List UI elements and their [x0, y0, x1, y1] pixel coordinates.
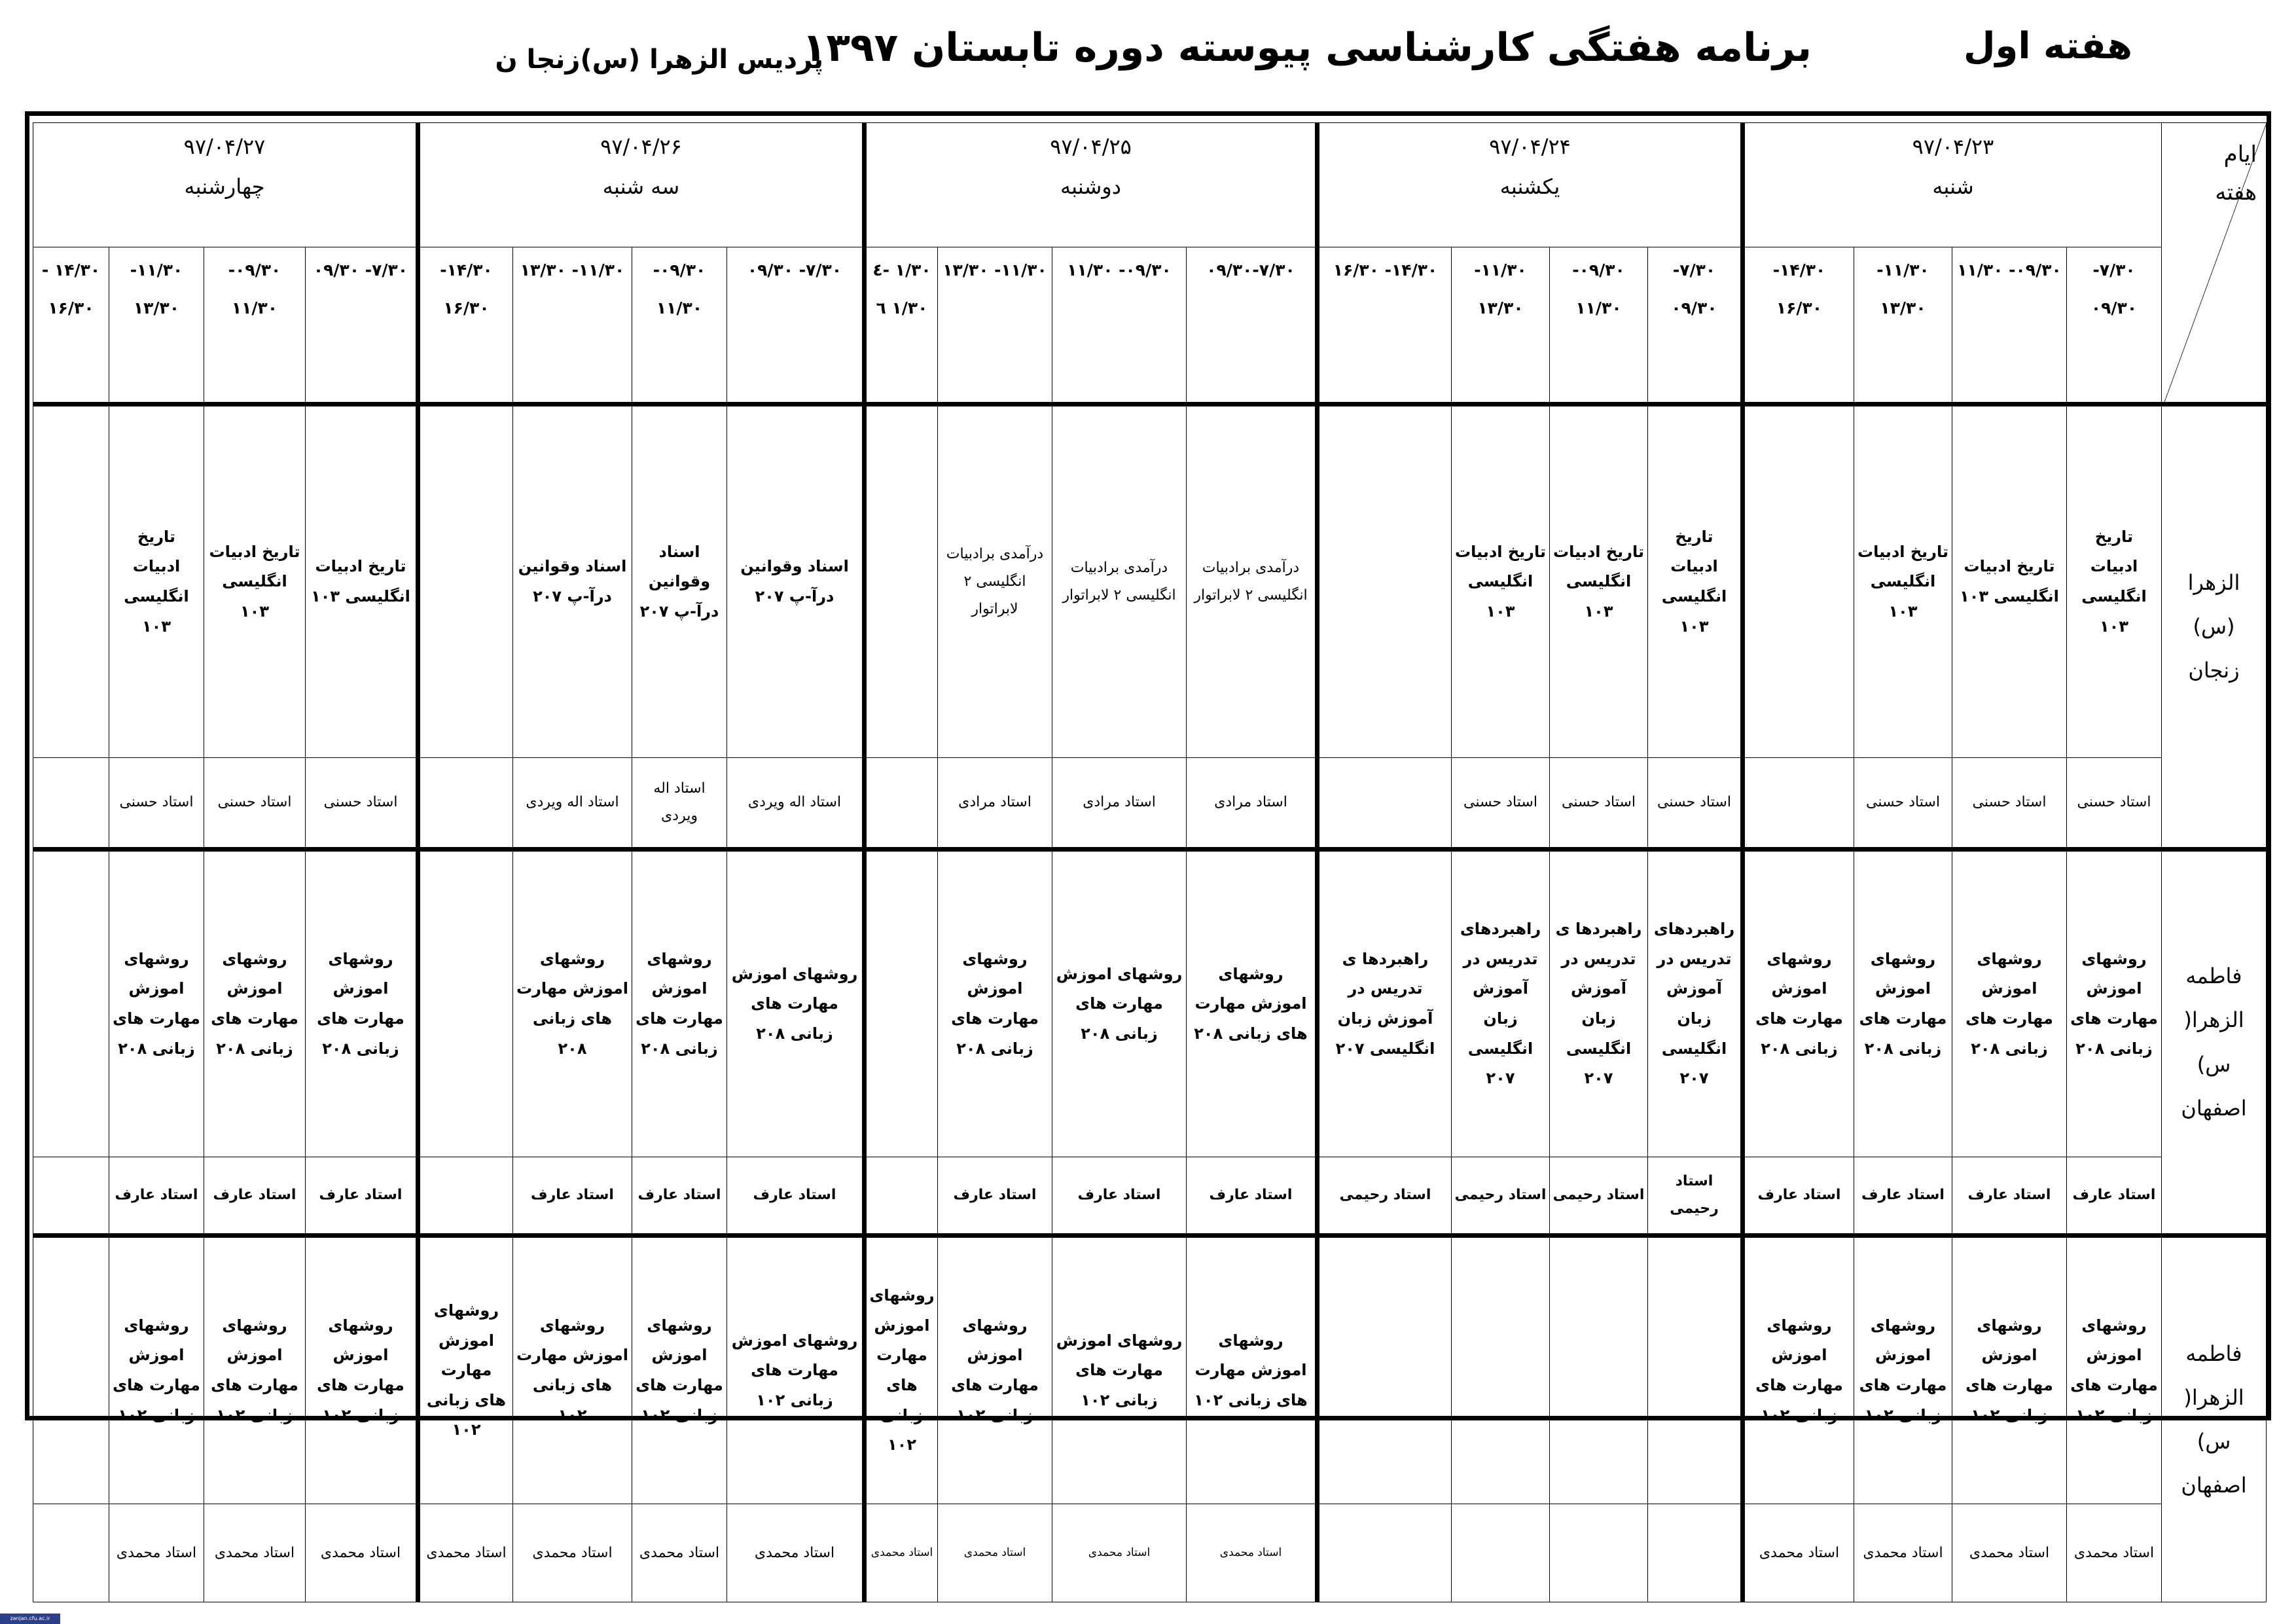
course-cell: راهبردهای تدریس در آموزش زبان انگلیسی ۲۰۷: [1648, 850, 1743, 1157]
time-slot: ۱۱/۳۰- ۱۳/۳۰: [1452, 247, 1550, 405]
group-0-campus-label: [2162, 405, 2267, 850]
course-cell: [865, 850, 938, 1157]
day-date: ۹۷/۰۴/۲۶: [600, 134, 682, 159]
page-title: برنامه هفتگی کارشناسی پیوسته دوره تابستان ۱۳۹۷: [802, 25, 1812, 71]
course-cell: روشهای اموزش مهارت های زبانی ۱۰۲: [938, 1236, 1052, 1504]
time-slot: ۱۱/۳۰- ۱۳/۳۰: [938, 247, 1052, 405]
teacher-cell: استاد محمدی: [632, 1504, 727, 1602]
time-slots-row: [33, 247, 2267, 405]
teacher-cell: استاد محمدی: [727, 1504, 865, 1602]
teacher-cell: [1743, 758, 1854, 850]
course-cell: [33, 850, 109, 1157]
course-cell: روشهای اموزش مهارت های زبانی ۲۰۸: [1052, 850, 1187, 1157]
course-cell: روشهای اموزش مهارت های زبانی ۲۰۸: [204, 850, 306, 1157]
teacher-cell: استاد عارف: [632, 1157, 727, 1236]
teacher-cell: [865, 758, 938, 850]
teacher-cell: استاد عارف: [513, 1157, 632, 1236]
day-header-0: [1743, 123, 2162, 247]
time-slot: ۰۹/۳۰- ۱۱/۳۰: [1952, 247, 2067, 405]
time-slot: ۱۴/۳۰ - ۱۶/۳۰: [33, 247, 109, 405]
course-cell: راهبردها ی تدریس در آموزش زبان انگلیسی ۲۰۷: [1318, 850, 1452, 1157]
course-cell: روشهای اموزش مهارت های زبانی ۱۰۲: [1743, 1236, 1854, 1504]
course-cell: روشهای اموزش مهارت های زبانی ۱۰۲: [1052, 1236, 1187, 1504]
course-cell: تاریخ ادبیات انگلیسی ۱۰۳: [2067, 405, 2162, 758]
day-header-1: [1318, 123, 1743, 247]
day-name: دوشنبه: [1060, 173, 1121, 199]
time-slot: ۱۱/۳۰- ۱۳/۳۰: [109, 247, 204, 405]
teacher-cell: استاد محمدی: [1854, 1504, 1952, 1602]
teacher-cell: استاد مرادی: [938, 758, 1052, 850]
course-cell: روشهای اموزش مهارت های زبانی ۱۰۲: [109, 1236, 204, 1504]
course-cell: [1743, 405, 1854, 758]
day-date: ۹۷/۰۴/۲۵: [1050, 134, 1132, 159]
time-slot: ۱۱/۳۰- ۱۳/۳۰: [1854, 247, 1952, 405]
teacher-cell: استاد محمدی: [2067, 1504, 2162, 1602]
teacher-cell: استاد حسنی: [204, 758, 306, 850]
course-cell: [1648, 1236, 1743, 1504]
campus-label-line: س): [2197, 1429, 2231, 1454]
course-cell: تاریخ ادبیات انگلیسی ۱۰۳: [306, 405, 418, 758]
teacher-cell: [418, 758, 513, 850]
campus-label-line: س): [2197, 1051, 2231, 1077]
corner-cell: [2162, 123, 2267, 405]
course-cell: درآمدی برادبیات انگلیسی ۲ لابراتوار: [1187, 405, 1318, 758]
course-cell: [418, 850, 513, 1157]
teacher-cell: استاد محمدی: [513, 1504, 632, 1602]
teacher-cell: استاد رحیمی: [1550, 1157, 1648, 1236]
teacher-cell: استاد حسنی: [306, 758, 418, 850]
course-cell: روشهای اموزش مهارت های زبانی ۲۰۸: [1952, 850, 2067, 1157]
day-date: ۹۷/۰۴/۲۳: [1912, 134, 1994, 159]
teacher-cell: استاد حسنی: [109, 758, 204, 850]
teacher-cell: استاد عارف: [1952, 1157, 2067, 1236]
day-name: سه شنبه: [602, 173, 680, 199]
course-cell: تاریخ ادبیات انگلیسی ۱۰۳: [1550, 405, 1648, 758]
campus-label-line: اصفهان: [2181, 1095, 2247, 1121]
teacher-cell: استاد محمدی: [109, 1504, 204, 1602]
course-cell: روشهای اموزش مهارت های زبانی ۱۰۲: [513, 1236, 632, 1504]
course-cell: [1318, 405, 1452, 758]
teacher-cell: استاد حسنی: [1550, 758, 1648, 850]
teacher-cell: استاد عارف: [2067, 1157, 2162, 1236]
time-slot: ۱۴/۳۰- ۱۶/۳۰: [418, 247, 513, 405]
course-cell: روشهای اموزش مهارت های زبانی ۱۰۲: [1854, 1236, 1952, 1504]
teacher-cell: استاد محمدی: [1052, 1504, 1187, 1602]
campus-label-line: (س): [2193, 613, 2235, 639]
teacher-cell: [33, 1504, 109, 1602]
course-cell: روشهای اموزش مهارت های زبانی ۲۰۸: [109, 850, 204, 1157]
course-cell: اسناد وقوانین درآ-پ ۲۰۷: [727, 405, 865, 758]
teacher-cell: استاد محمدی: [1952, 1504, 2067, 1602]
course-cell: روشهای اموزش مهارت های زبانی ۲۰۸: [632, 850, 727, 1157]
campus-label-line: فاطمه: [2185, 964, 2242, 989]
teacher-cell: استاد اله ویردی: [513, 758, 632, 850]
teacher-cell: استاد محمدی: [306, 1504, 418, 1602]
teacher-cell: استاد عارف: [204, 1157, 306, 1236]
teacher-cell: استاد اله ویردی: [727, 758, 865, 850]
day-date: ۹۷/۰۴/۲۷: [183, 134, 266, 159]
teacher-cell: استاد رحیمی: [1318, 1157, 1452, 1236]
time-slot: ۰۹/۳۰- ۱۱/۳۰: [632, 247, 727, 405]
teacher-cell: [1550, 1504, 1648, 1602]
teacher-cell: استاد رحیمی: [1452, 1157, 1550, 1236]
course-cell: روشهای اموزش مهارت های زبانی ۱۰۲: [727, 1236, 865, 1504]
teacher-cell: استاد عارف: [938, 1157, 1052, 1236]
course-cell: تاریخ ادبیات انگلیسی ۱۰۳: [204, 405, 306, 758]
teacher-cell: [418, 1157, 513, 1236]
corner-label: [2215, 136, 2257, 212]
course-cell: راهبردها ی تدریس در آموزش زبان انگلیسی ۲۰۷: [1550, 850, 1648, 1157]
group-2-campus-label: [2162, 1236, 2267, 1602]
teacher-cell: استاد محمدی: [1187, 1504, 1318, 1602]
teacher-cell: استاد عارف: [1743, 1157, 1854, 1236]
course-cell: روشهای اموزش مهارت های زبانی ۱۰۲: [1952, 1236, 2067, 1504]
course-cell: روشهای اموزش مهارت های زبانی ۱۰۲: [2067, 1236, 2162, 1504]
teacher-cell: [33, 1157, 109, 1236]
course-cell: روشهای اموزش مهارت های زبانی ۱۰۲: [418, 1236, 513, 1504]
teacher-cell: استاد اله ویردی: [632, 758, 727, 850]
course-cell: [1550, 1236, 1648, 1504]
teacher-cell: استاد محمدی: [418, 1504, 513, 1602]
campus-label-line: فاطمه: [2185, 1341, 2242, 1366]
teacher-cell: استاد عارف: [306, 1157, 418, 1236]
teacher-cell: استاد حسنی: [2067, 758, 2162, 850]
course-cell: روشهای اموزش مهارت های زبانی ۲۰۸: [306, 850, 418, 1157]
course-cell: [418, 405, 513, 758]
course-cell: تاریخ ادبیات انگلیسی ۱۰۳: [109, 405, 204, 758]
course-cell: روشهای اموزش مهارت های زبانی ۲۰۸: [1743, 850, 1854, 1157]
teacher-cell: [865, 1157, 938, 1236]
teacher-cell: استاد محمدی: [204, 1504, 306, 1602]
course-cell: روشهای اموزش مهارت های زبانی ۲۰۸: [1854, 850, 1952, 1157]
teacher-cell: [1648, 1504, 1743, 1602]
course-cell: راهبردهای تدریس در آموزش زبان انگلیسی ۲۰۷: [1452, 850, 1550, 1157]
course-cell: تاریخ ادبیات انگلیسی ۱۰۳: [1648, 405, 1743, 758]
day-header-3: [418, 123, 865, 247]
course-cell: [1452, 1236, 1550, 1504]
day-date: ۹۷/۰۴/۲۴: [1489, 134, 1571, 159]
day-name: چهارشنبه: [184, 173, 265, 199]
time-slot: ۱/۳۰ -٤ ۱/۳۰ ٦: [865, 247, 938, 405]
time-slot: ۱۴/۳۰- ۱۶/۳۰: [1743, 247, 1854, 405]
teacher-cell: استاد عارف: [1187, 1157, 1318, 1236]
campus-label-line: الزهرا(: [2183, 1007, 2244, 1033]
course-cell: تاریخ ادبیات انگلیسی ۱۰۳: [1952, 405, 2067, 758]
time-slot: ۷/۳۰- ۰۹/۳۰: [2067, 247, 2162, 405]
teacher-cell: استاد رحیمی: [1648, 1157, 1743, 1236]
teacher-cell: [1318, 1504, 1452, 1602]
schedule-table: [33, 122, 2267, 1602]
teacher-cell: [33, 758, 109, 850]
campus-label-line: الزهرا: [2187, 569, 2240, 595]
group-2-teacher-row: [33, 1504, 2267, 1602]
course-cell: روشهای اموزش مهارت های زبانی ۱۰۲: [632, 1236, 727, 1504]
time-slot: ۰۹/۳۰- ۱۱/۳۰: [204, 247, 306, 405]
teacher-cell: [1318, 758, 1452, 850]
course-cell: [1318, 1236, 1452, 1504]
teacher-cell: استاد حسنی: [1854, 758, 1952, 850]
week-label: هفته اول: [1963, 25, 2132, 67]
time-slot: ۰۹/۳۰-۷/۳۰: [1187, 247, 1318, 405]
course-cell: روشهای اموزش مهارت های زبانی ۲۰۸: [938, 850, 1052, 1157]
course-cell: [865, 405, 938, 758]
group-1-campus-label: [2162, 850, 2267, 1236]
course-cell: روشهای اموزش مهارت های زبانی ۱۰۲: [865, 1236, 938, 1504]
day-header-2: [865, 123, 1318, 247]
teacher-cell: استاد حسنی: [1648, 758, 1743, 850]
teacher-cell: استاد محمدی: [1743, 1504, 1854, 1602]
course-cell: روشهای اموزش مهارت های زبانی ۲۰۸: [2067, 850, 2162, 1157]
time-slot: ۷/۳۰- ۰۹/۳۰: [1648, 247, 1743, 405]
course-cell: [33, 405, 109, 758]
course-cell: روشهای اموزش مهارت های زبانی ۲۰۸: [727, 850, 865, 1157]
time-slot: ۱۱/۳۰- ۱۳/۳۰: [513, 247, 632, 405]
campus-label-line: زنجان: [2188, 658, 2240, 683]
teacher-cell: استاد حسنی: [1952, 758, 2067, 850]
group-1-course-row: [33, 850, 2267, 1157]
campus-label-line: الزهرا(: [2183, 1384, 2244, 1410]
course-cell: تاریخ ادبیات انگلیسی ۱۰۳: [1854, 405, 1952, 758]
corner-line-1: ایام: [2223, 141, 2257, 168]
group-2-course-row: [33, 1236, 2267, 1504]
course-cell: درآمدی برادبیات انگلیسی ۲ لابراتوار: [938, 405, 1052, 758]
course-cell: روشهای اموزش مهارت های زبانی ۱۰۲: [1187, 1236, 1318, 1504]
teacher-cell: استاد عارف: [727, 1157, 865, 1236]
campus-label: پردیس الزهرا (س)زنجا ن: [495, 45, 823, 75]
time-slot: ۰۹/۳۰- ۱۱/۳۰: [1550, 247, 1648, 405]
site-watermark: zanjan.cfu.ac.ir: [0, 1614, 60, 1624]
teacher-cell: استاد عارف: [1854, 1157, 1952, 1236]
teacher-cell: [1452, 1504, 1550, 1602]
time-slot: ۷/۳۰- ۰۹/۳۰: [306, 247, 418, 405]
course-cell: روشهای اموزش مهارت های زبانی ۱۰۲: [306, 1236, 418, 1504]
teacher-cell: استاد مرادی: [1187, 758, 1318, 850]
course-cell: اسناد وقوانین درآ-پ ۲۰۷: [632, 405, 727, 758]
campus-label-line: اصفهان: [2181, 1473, 2247, 1498]
day-header-4: [33, 123, 418, 247]
date-row: [33, 123, 2267, 247]
teacher-cell: استاد عارف: [1052, 1157, 1187, 1236]
course-cell: [33, 1236, 109, 1504]
teacher-cell: استاد حسنی: [1452, 758, 1550, 850]
group-1-teacher-row: [33, 1157, 2267, 1236]
day-name: شنبه: [1932, 173, 1974, 199]
course-cell: روشهای اموزش مهارت های زبانی ۱۰۲: [204, 1236, 306, 1504]
time-slot: ۰۹/۳۰- ۱۱/۳۰: [1052, 247, 1187, 405]
group-0-course-row: [33, 405, 2267, 758]
course-cell: درآمدی برادبیات انگلیسی ۲ لابراتوار: [1052, 405, 1187, 758]
course-cell: تاریخ ادبیات انگلیسی ۱۰۳: [1452, 405, 1550, 758]
corner-line-2: هفته: [2215, 179, 2257, 206]
time-slot: ۷/۳۰- ۰۹/۳۰: [727, 247, 865, 405]
teacher-cell: استاد محمدی: [865, 1504, 938, 1602]
course-cell: روشهای اموزش مهارت های زبانی ۲۰۸: [1187, 850, 1318, 1157]
course-cell: اسناد وقوانین درآ-پ ۲۰۷: [513, 405, 632, 758]
course-cell: روشهای اموزش مهارت های زبانی ۲۰۸: [513, 850, 632, 1157]
time-slot: ۱۴/۳۰- ۱۶/۳۰: [1318, 247, 1452, 405]
teacher-cell: استاد عارف: [109, 1157, 204, 1236]
teacher-cell: استاد محمدی: [938, 1504, 1052, 1602]
group-0-teacher-row: [33, 758, 2267, 850]
teacher-cell: استاد مرادی: [1052, 758, 1187, 850]
day-name: یکشنبه: [1499, 173, 1560, 199]
